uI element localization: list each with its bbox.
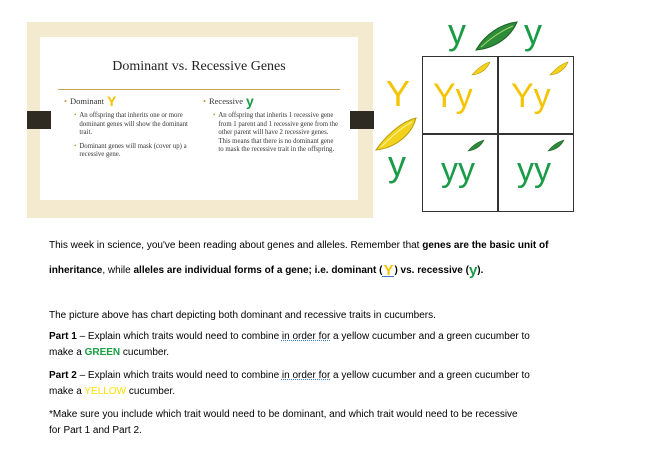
dominant-bullet [64, 143, 192, 160]
part2-text: cucumber. [126, 386, 175, 397]
punnett-cell-1-dominant: Yy [433, 77, 473, 115]
part1-text: a yellow cucumber and a green cucumber to [330, 331, 530, 342]
green-cucumber-icon [547, 139, 565, 153]
slide-title: Dominant vs. Recessive Genes [112, 59, 286, 74]
bullet-icon: • [74, 112, 77, 119]
note-line-2: for Part 1 and Part 2. [49, 425, 142, 436]
bullet-icon: • [203, 96, 206, 106]
punnett-cell-2-dominant: Yy [511, 77, 551, 115]
recessive-heading [203, 95, 339, 107]
intro-line-1 [49, 240, 649, 251]
part1-underlined: in order for [281, 331, 331, 342]
punnett-square [422, 56, 574, 212]
punnett-side-allele-2: y [388, 143, 406, 184]
dominant-bullet-text: Dominant genes will mask (cover up) a recessive gene. [79, 142, 187, 159]
punnett-cell-4: yy [517, 151, 551, 189]
dominant-heading [64, 95, 192, 107]
slide-divider [58, 89, 340, 90]
part2-text: a yellow cucumber and a green cucumber to [330, 370, 530, 381]
yellow-cucumber-icon [471, 61, 491, 77]
punnett-cell-3: yy [441, 151, 475, 189]
slide-decor-bar-left [27, 111, 51, 129]
bullet-icon: • [74, 142, 77, 150]
closing-paren: ). [477, 265, 484, 276]
recessive-symbol: y [245, 93, 254, 109]
part1-line-2 [49, 347, 649, 358]
intro-text: , while [102, 265, 134, 276]
part1-text: cucumber. [120, 347, 170, 358]
dominant-label: Dominant [69, 96, 104, 106]
part2-text: make a [49, 386, 85, 397]
part2-color-word: YELLOW [84, 386, 127, 397]
part1-label: Part 1 [49, 331, 77, 342]
picture-intro: The picture above has chart depicting both dominant and recessive traits in cucumbers. [49, 310, 436, 321]
inheritance-word: inheritance [49, 265, 103, 276]
intro-line-2 [49, 262, 649, 279]
part2-text: – Explain which traits would need to combine [76, 370, 282, 381]
punnett-cell-1 [433, 79, 473, 113]
note-line-1: *Make sure you include which trait would need to be dominant, and which trait would need to be recessive [49, 409, 518, 420]
slide-decor-bar-right [350, 111, 374, 129]
punnett-top-allele-1: y [448, 11, 466, 52]
recessive-inline-symbol: y [468, 262, 478, 279]
recessive-label-text: ) vs. recessive ( [394, 265, 469, 276]
bullet-icon: • [213, 112, 216, 119]
slide-image [27, 22, 373, 218]
recessive-column [203, 95, 339, 155]
part2-line-2 [49, 386, 649, 397]
genes-definition: genes are the basic unit of [422, 240, 549, 251]
green-cucumber-icon [473, 20, 519, 54]
green-cucumber-icon [467, 139, 485, 153]
dominant-bullet [64, 112, 192, 138]
recessive-bullet-text: An offspring that inherits 1 recessive gene from 1 parent and 1 recessive gene from the other parent will have 2 recessive genes. This means that there is no dominant gene to mask the recessive trait in the offspring. [218, 112, 339, 154]
dominant-bullet-text: An offspring that inherits one or more dominant genes will show the dominant trait. [79, 112, 188, 137]
part1-text: – Explain which traits would need to combine [76, 331, 282, 342]
dominant-symbol-box [382, 262, 394, 279]
dominant-symbol: Y [106, 93, 117, 109]
recessive-label: Recessive [208, 96, 243, 106]
dominant-column [64, 95, 192, 160]
recessive-bullet [203, 112, 339, 155]
bullet-icon: • [64, 96, 67, 106]
part2-label: Part 2 [49, 370, 77, 381]
grid-line [423, 133, 573, 135]
part2-line-1 [49, 370, 649, 381]
part1-line-1 [49, 331, 649, 342]
dominant-inline-symbol: Y [383, 262, 394, 279]
part2-underlined: in order for [281, 370, 331, 381]
part1-color-word: GREEN [84, 347, 121, 358]
part1-text: make a [49, 347, 85, 358]
slide-content [40, 37, 358, 200]
intro-text: This week in science, you've been reading about genes and alleles. Remember that [49, 240, 423, 251]
punnett-side-allele-1: Y [386, 73, 411, 114]
punnett-cell-2 [511, 79, 551, 113]
alleles-definition: alleles are individual forms of a gene; i.e. dominant ( [133, 265, 383, 276]
yellow-cucumber-icon [549, 61, 569, 77]
punnett-top-allele-2: y [524, 11, 542, 52]
